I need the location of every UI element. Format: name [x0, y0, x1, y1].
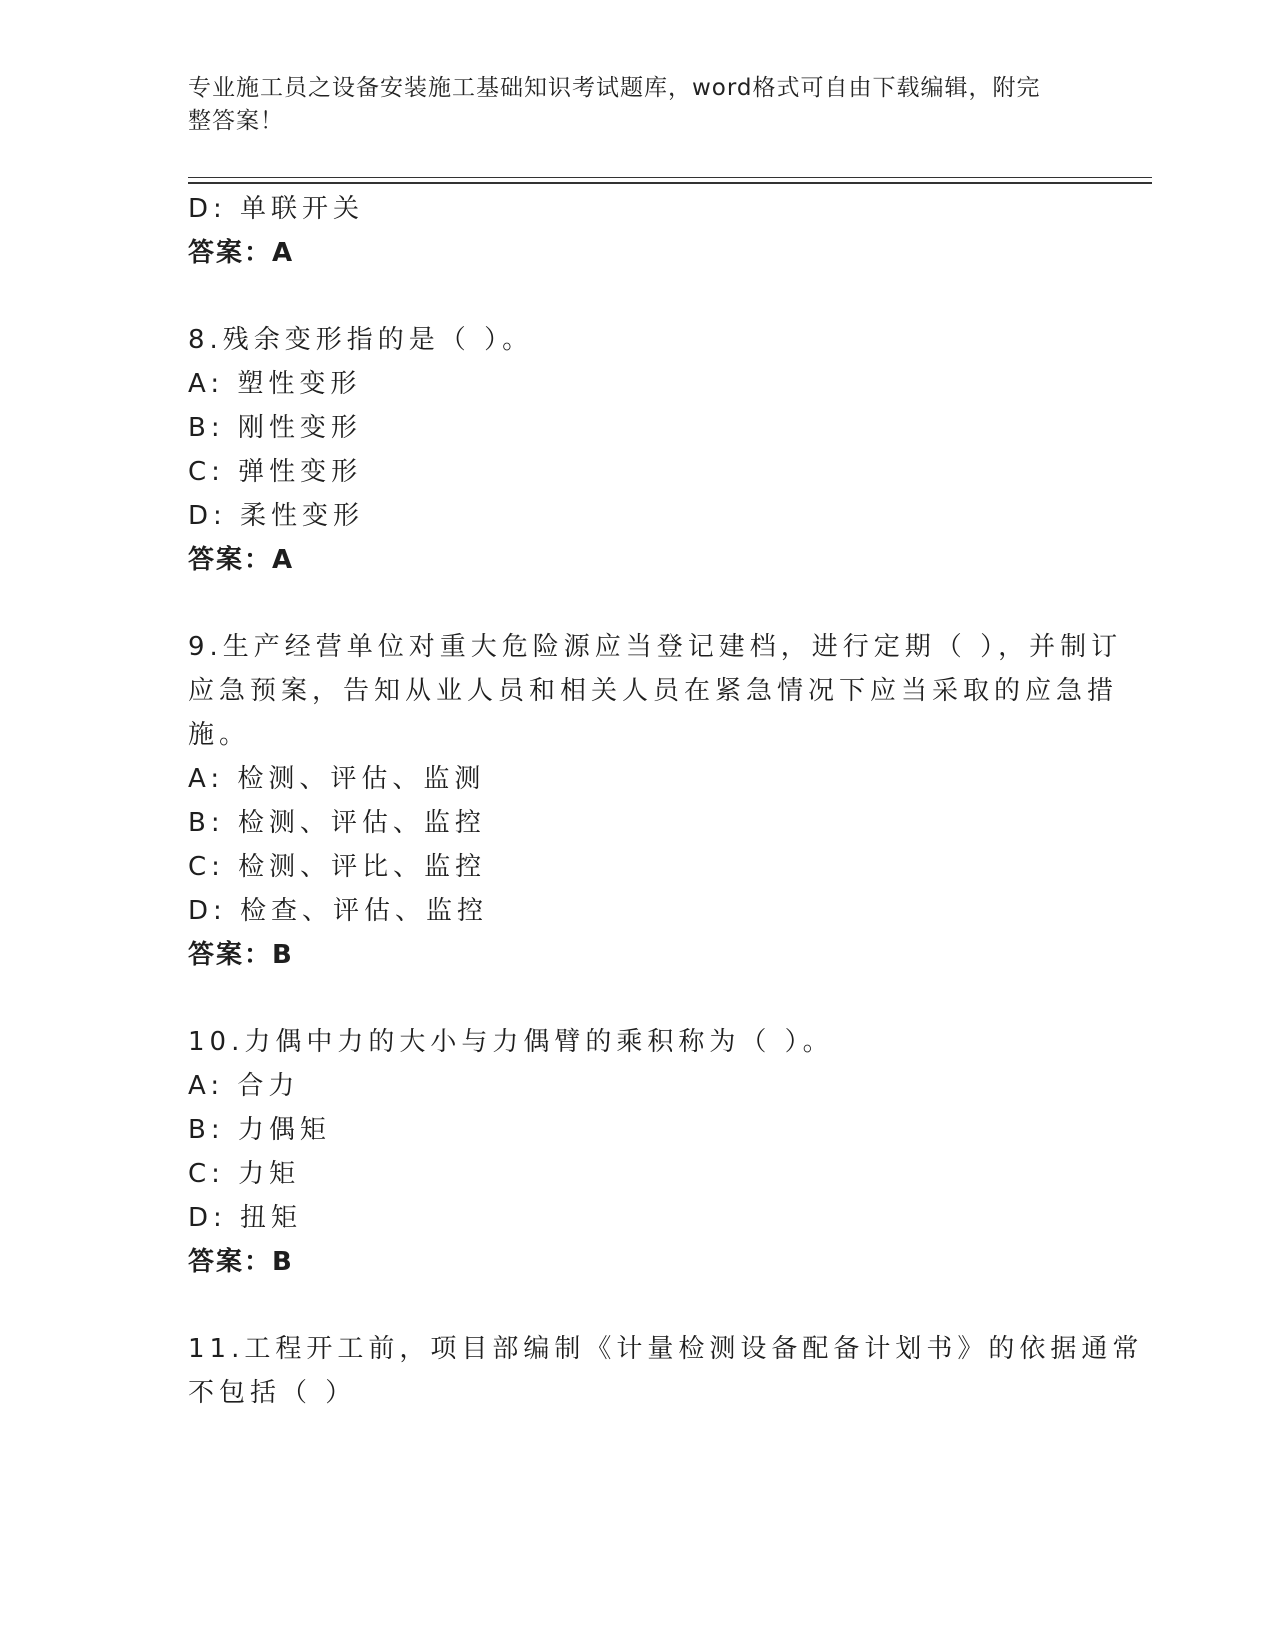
header-divider-thick: [188, 182, 1152, 184]
previous-question-answer: 答案：A: [188, 238, 295, 268]
question-8-option-b: B: 刚性变形: [188, 413, 362, 443]
question-8-answer: 答案：A: [188, 545, 295, 575]
question-9-option-b: B: 检测、评估、监控: [188, 808, 486, 838]
question-10-stem: 10.力偶中力的大小与力偶臂的乘积称为（ ）。: [188, 1027, 834, 1057]
question-10-option-b: B: 力偶矩: [188, 1115, 331, 1145]
previous-question-option-d: D: 单联开关: [188, 194, 365, 224]
question-9-option-c: C: 检测、评比、监控: [188, 852, 487, 882]
question-10-option-a: A: 合力: [188, 1071, 300, 1101]
question-10-answer: 答案：B: [188, 1247, 294, 1277]
question-11-stem-line-1: 11.工程开工前，项目部编制《计量检测设备配备计划书》的依据通常: [188, 1334, 1144, 1364]
header-divider-thin: [188, 177, 1152, 178]
question-9-option-a: A: 检测、评估、监测: [188, 764, 486, 794]
question-9-answer: 答案：B: [188, 940, 294, 970]
document-header: [188, 72, 1068, 138]
question-9-stem-line-2: 应急预案，告知从业人员和相关人员在紧急情况下应当采取的应急措: [188, 676, 1119, 706]
question-9-option-d: D: 检查、评估、监控: [188, 896, 489, 926]
question-11-stem-line-2: 不包括（ ）: [188, 1378, 357, 1408]
question-10-option-d: D: 扭矩: [188, 1203, 303, 1233]
question-9-stem-line-3: 施。: [188, 720, 251, 750]
question-8-option-a: A: 塑性变形: [188, 369, 362, 399]
question-8-option-c: C: 弹性变形: [188, 457, 363, 487]
header-line-1: 专业施工员之设备安装施工基础知识考试题库，word格式可自由下载编辑，附完: [188, 75, 1041, 101]
question-8-option-d: D: 柔性变形: [188, 501, 365, 531]
question-9-stem-line-1: 9.生产经营单位对重大危险源应当登记建档，进行定期（ ），并制订: [188, 632, 1123, 662]
header-line-2: 整答案！: [188, 108, 284, 134]
question-8-stem: 8.残余变形指的是（ ）。: [188, 325, 534, 355]
question-10-option-c: C: 力矩: [188, 1159, 301, 1189]
